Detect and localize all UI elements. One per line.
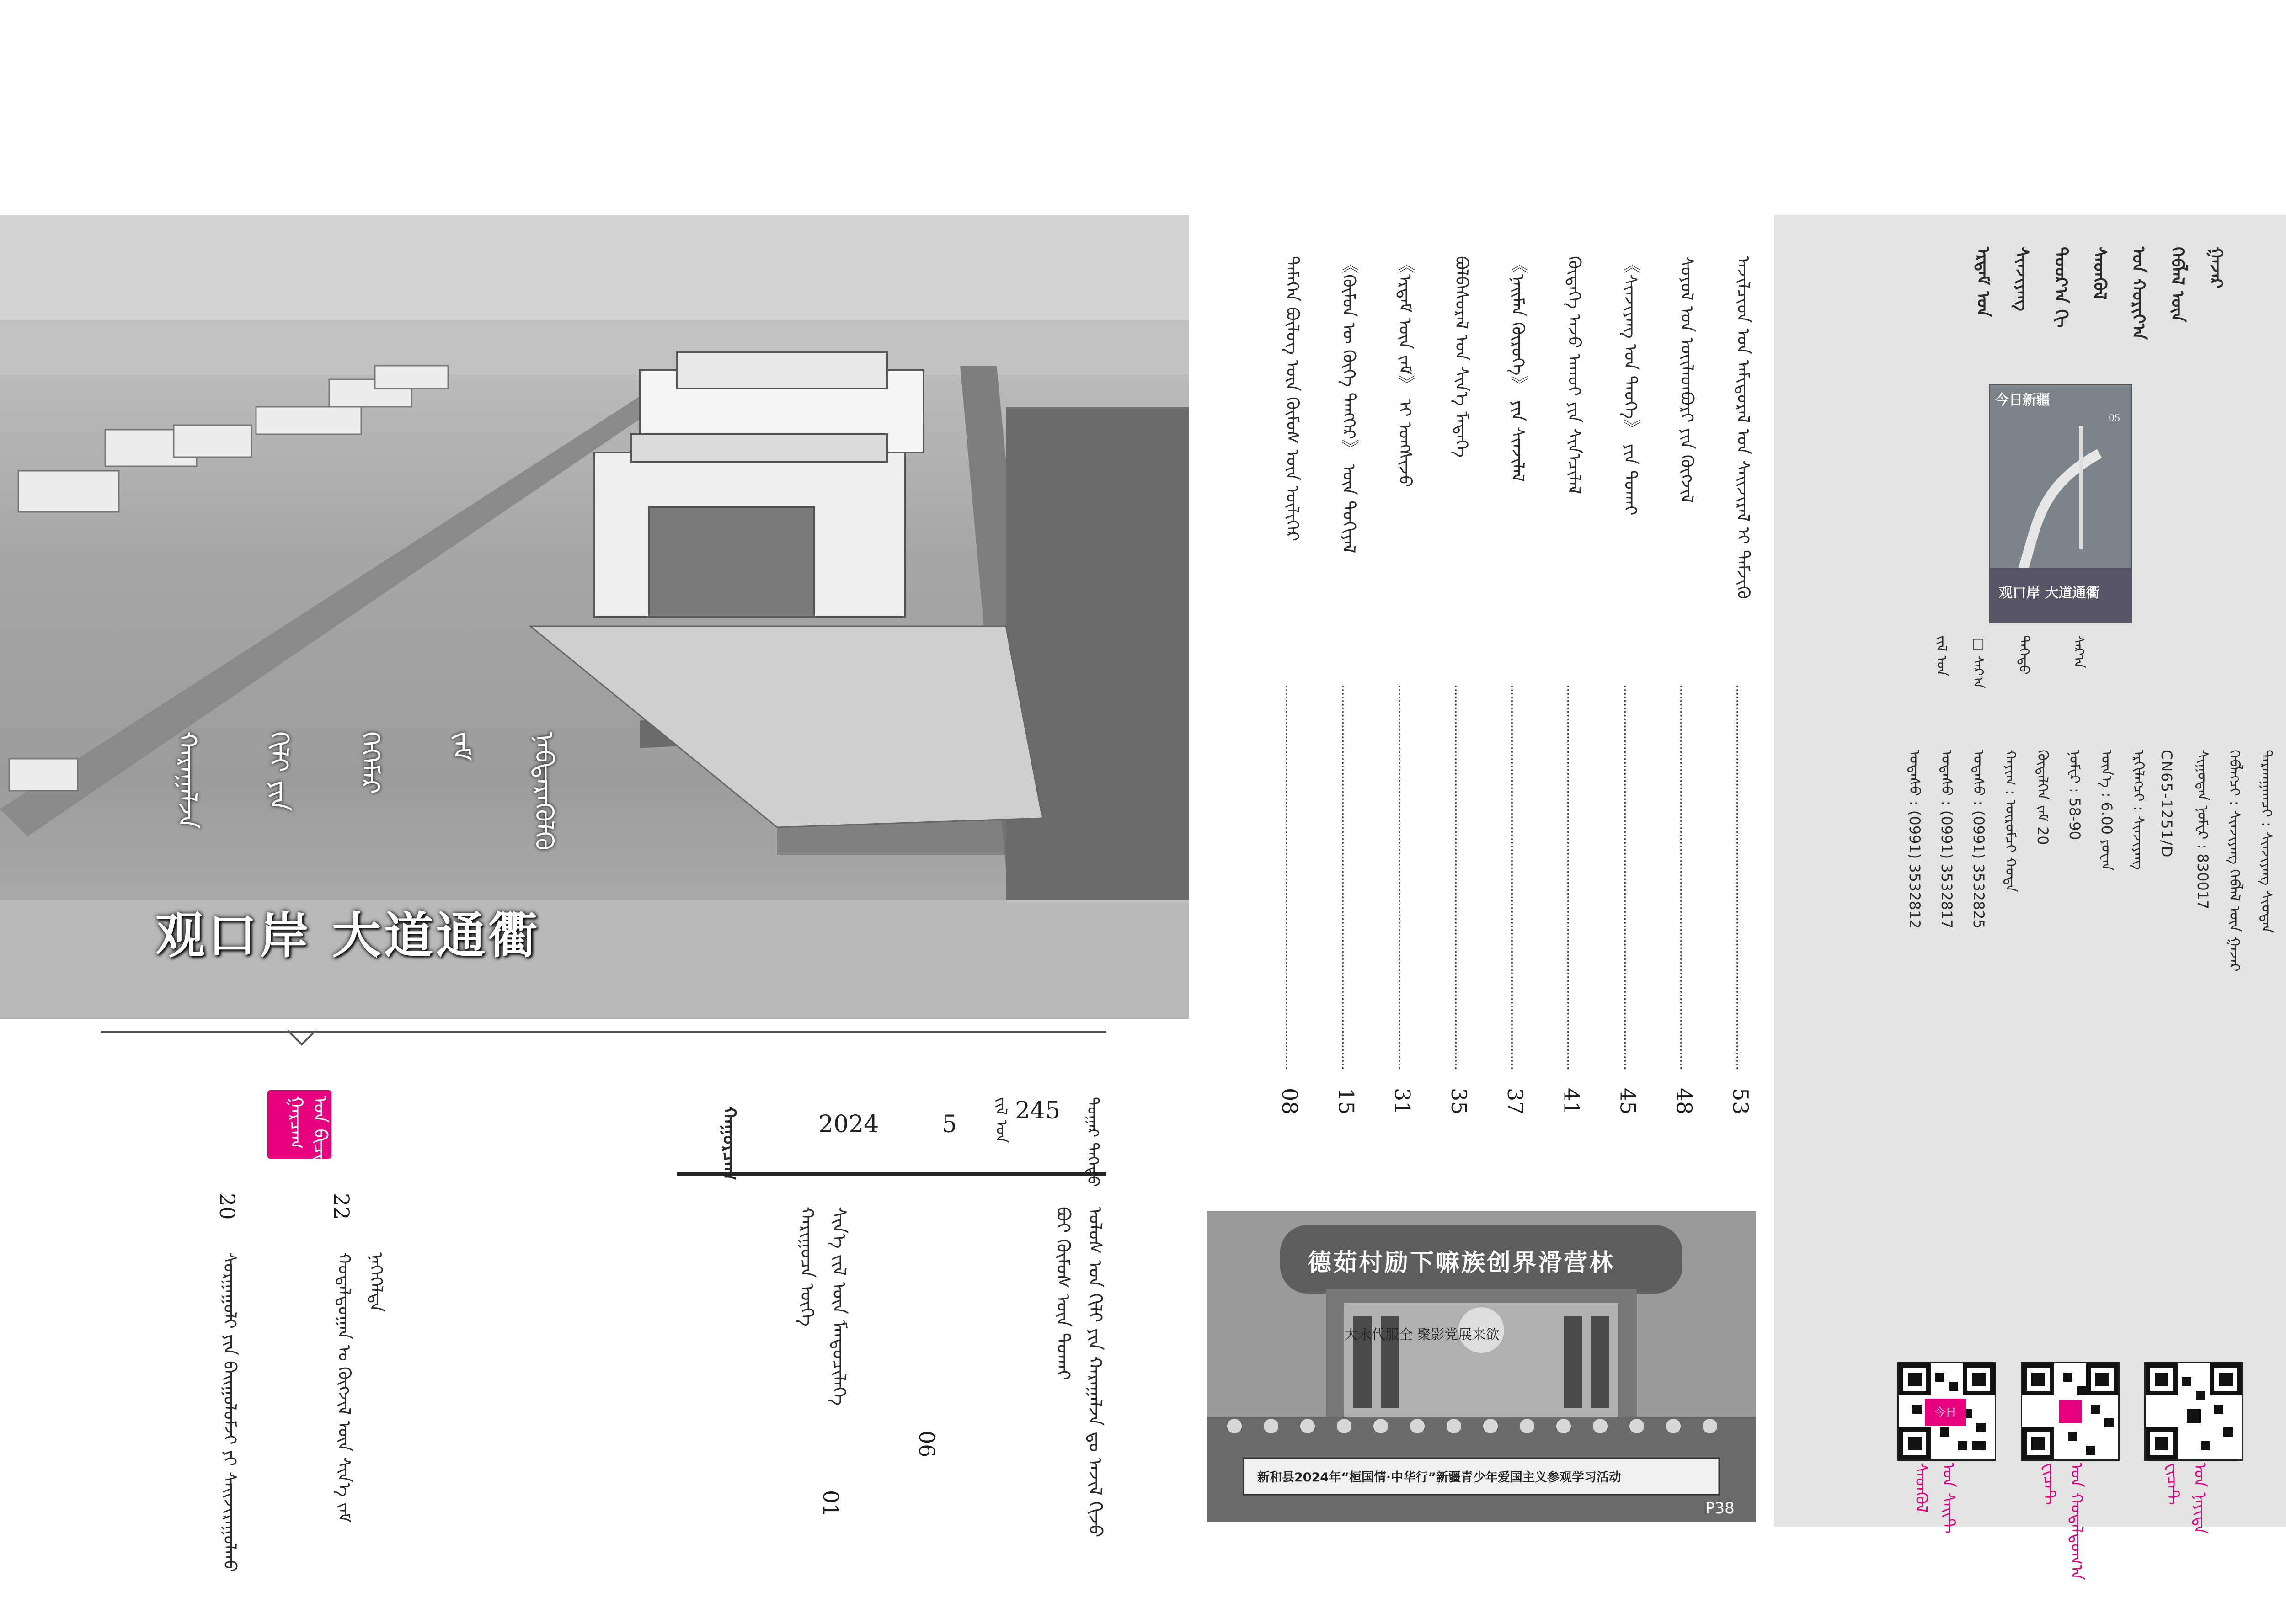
toc-leader-dots	[1342, 686, 1344, 1070]
magazine-cover-thumbnail[interactable]	[1989, 384, 2132, 623]
qr-code[interactable]	[2144, 1362, 2243, 1461]
toc-entry-line[interactable]: ᠪᠤᠢ ᠬᠦᠮᠦᠰ ᠦᠨ ᠲᠤᠬᠠᠢ	[1052, 1207, 1074, 1380]
thumb-side-text: ᠵᠢᠯ ᠤᠨ	[1933, 635, 1950, 676]
toc-page-number[interactable]: 45	[1615, 1088, 1640, 1115]
cover-mongolian-title-col-2: ᠬᠢᠯᠢ ᠶᠢᠨ	[264, 731, 294, 811]
publication-detail-line: ᠬᠡᠪᠯᠡᠭᠴᠢ : ᠰᠢᠨᠵᠢᠶᠠᠩ ᠬᠡᠪᠯᠡᠯ ᠦᠨ ᠭᠠᠵᠠᠷ	[2226, 750, 2243, 972]
issue-rule	[677, 1172, 1106, 1176]
toc-page-number[interactable]: 01	[818, 1490, 843, 1517]
qr-pattern-icon	[2022, 1363, 2118, 1459]
qr-label: ᠸᠢᠴᠠᠲ	[2163, 1463, 2182, 1505]
toc-leader-dots	[1511, 686, 1513, 1070]
qr-label: ᠸᠢᠴᠠᠲ	[2040, 1463, 2058, 1505]
qr-label: ᠰᠡᠳᠬᠦᠯ	[1912, 1463, 1930, 1513]
event-photo	[1207, 1211, 1756, 1522]
section-divider	[101, 1031, 1106, 1033]
toc-leader-dots	[1567, 686, 1569, 1070]
qr-code[interactable]	[2021, 1362, 2120, 1461]
toc-leader-dots	[1680, 686, 1682, 1070]
toc-entry-line[interactable]: ᠰᠢᠨ᠎ᠡ ᠵᠢᠯ ᠦᠨ ᠮᠡᠨᠳᠦᠴᠢᠯᠡᠭᠡ	[828, 1207, 849, 1406]
cover-mongolian-title-col-5: ᠨᠡᠪᠲᠡᠷᠡᠭᠦᠯᠬᠦ	[529, 731, 559, 851]
masthead-column: ᠬᠡᠪᠯᠡᠯ ᠦᠨ	[2168, 247, 2188, 322]
toc-leader-dots	[1286, 686, 1287, 1070]
thumb-caption: 观口岸 大道通衢	[1999, 585, 2100, 601]
toc-entry-line[interactable]: ᠤᠯᠤᠰ ᠤᠨ ᠬᠢᠯᠢ ᠶᠢᠨ ᠬᠠᠷᠠᠭᠠᠯᠵᠠ ᠳᠤ ᠠᠵᠢᠯ ᠬᠢᠵᠦ	[1084, 1207, 1106, 1538]
masthead-column: ᠰᠡᠳᠬᠦᠯ	[2090, 247, 2110, 300]
publication-detail-line: ᠡᠷᠬᠢᠯᠡᠭᠴᠢ : ᠰᠢᠨᠵᠢᠶᠠᠩ	[2130, 750, 2147, 870]
event-banner-top: 德茹村励下嘛族创界滑营林	[1308, 1249, 1615, 1277]
cover-title: 观口岸 大道通衢	[155, 907, 540, 964]
qr-logo: 今日	[1925, 1399, 1966, 1426]
event-banner-bottom: 新和县2024年“桓国情·中华行”新疆青少年爱国主义参观学习活动	[1257, 1470, 1621, 1485]
thumb-side-text: ᠳᠡᠭᠡᠲᠦ	[2016, 635, 2032, 675]
toc-page-number[interactable]: 31	[1390, 1088, 1415, 1115]
publication-detail-line: ᠬᠥᠳᠡᠯᠭᠡᠨ ᠵᠠᠮ 20	[2034, 750, 2051, 845]
toc-page-number[interactable]: 48	[1672, 1088, 1697, 1115]
event-page-ref: P38	[1705, 1499, 1735, 1518]
qr-label: ᠤᠨ ᠬᠤᠳᠠᠯᠳᠤᠭ᠎ᠠ	[2067, 1463, 2086, 1580]
toc-entry-line[interactable]: 《ᠬᠦᠮᠦᠨ ᠦ ᠬᠥᠬᠡ ᠲᠡᠩᠭᠡᠷ》 ᠦᠨ ᠲᠣᠬᠢᠶᠠᠯ	[1339, 256, 1359, 554]
divider-notch-icon	[288, 1024, 315, 1051]
toc-page-number[interactable]: 41	[1559, 1088, 1584, 1115]
thumb-box-label: □ ᠰᠠᠷ᠎ᠠ	[1970, 635, 1986, 689]
publication-detail-line: CN65-1251/D	[2158, 750, 2175, 858]
cover-mongolian-title-col-4: ᠵᠠᠮ	[447, 731, 476, 761]
issue-total: 245	[1015, 1097, 1061, 1124]
toc-page-number[interactable]: 06	[914, 1431, 939, 1458]
toc-entry-line[interactable]: ᠰᠤᠷᠭᠠᠭᠤᠯᠢ ᠶᠢᠨ ᠪᠠᠢᠭᠤᠯᠤᠮᠵᠢ ᠶᠢ ᠰᠠᠢᠵᠢᠷᠠᠭᠤᠯᠬᠤ	[220, 1252, 240, 1572]
column-badge	[267, 1090, 331, 1174]
toc-page-number[interactable]: 35	[1446, 1088, 1471, 1115]
publication-detail-line: ᠤᠲᠠᠰᠤ : (0991) 3532825	[1970, 750, 1987, 929]
event-banner-mid: 大永代服全 聚影党展来欲	[1344, 1327, 1500, 1343]
cover-mongolian-title-col-1: ᠬᠠᠷᠠᠭᠠᠯᠵᠠ	[172, 731, 202, 829]
issue-year: 2024	[818, 1111, 879, 1138]
masthead-column: ᠭᠠᠵᠠᠷ	[2206, 247, 2227, 288]
toc-page-number[interactable]: 08	[1277, 1088, 1302, 1115]
toc-page-number[interactable]: 37	[1503, 1088, 1528, 1115]
toc-entry-line[interactable]: 《ᠨᠠᠢᠮᠠᠨ ᠬᠥᠷᠥᠭᠡ》 ᠶᠢᠨ ᠰᠢᠨᠵᠢᠯᠡᠯ	[1508, 256, 1528, 482]
toc-leader-dots	[1399, 686, 1400, 1070]
toc-page-number[interactable]: 20	[215, 1193, 240, 1220]
thumb-side-text: ᠰᠠᠷ᠎ᠠ	[2071, 635, 2087, 668]
toc-entry-line[interactable]: ᠠᠵᠢᠯᠴᠢᠳ ᠤᠨ ᠠᠮᠢᠳᠤᠷᠠᠯ ᠤᠨ ᠰᠠᠢᠵᠢᠷᠠᠯ ᠢ ᠳᠡᠮᠵᠢᠬᠦ	[1733, 256, 1753, 599]
toc-entry-line[interactable]: ᠬᠥᠳᠡᠭᠡ ᠠᠵᠤ ᠠᠬᠤᠢ ᠶᠢᠨ ᠰᠢᠨ᠎ᠡᠴᠢᠯᠡᠯ	[1564, 256, 1585, 495]
issue-number: 5	[942, 1111, 957, 1138]
publication-detail-line: ᠲᠠᠷᠬᠠᠭᠠᠭᠴᠢ : ᠰᠢᠨᠵᠢᠶᠠᠩ ᠰᠢᠤᠳᠠᠨ	[2258, 750, 2275, 933]
toc-page-number[interactable]: 22	[329, 1193, 354, 1220]
masthead-column: ᠰᠢᠨᠵᠢᠶᠠᠩ	[2012, 247, 2032, 311]
masthead-column: ᠤᠨ ᠬᠣᠷᠢᠶ᠎ᠠ	[2129, 247, 2149, 340]
issue-mongolian-label: ᠬᠠᠭᠤᠷᠴᠠᠭ	[719, 1106, 740, 1181]
issue-mongolian-label: ᠵᠢᠯ ᠤᠨ	[992, 1097, 1010, 1144]
toc-page-number[interactable]: 53	[1728, 1088, 1753, 1115]
column-badge-text-1: ᠭᠠᠷᠴᠠᠭ	[286, 1096, 307, 1149]
masthead-column: ᠳᠣᠤᠷ᠎ᠠ ᠬᠢ	[2051, 247, 2071, 328]
column-badge-text-2: ᠤᠨ ᠪᠢᠴᠢᠭ	[310, 1096, 331, 1174]
publication-detail-line: ᠰᠢᠭᠤᠳᠠᠨ ᠨᠣᠮᠧᠷ : 830017	[2194, 750, 2211, 910]
toc-leader-dots	[1624, 686, 1626, 1070]
cover-mongolian-title-col-3: ᠬᠡᠭᠡᠮᠡᠷ	[355, 731, 385, 794]
publication-detail-line: ᠤᠲᠠᠰᠤ : (0991) 3532817	[1938, 750, 1955, 929]
toc-leader-dots	[1455, 686, 1457, 1070]
toc-entry-line[interactable]: 《ᠡᠷᠳᠡᠮ ᠦᠨ ᠵᠠᠮ》 ᠢ ᠤᠩᠰᠢᠵᠤ	[1395, 256, 1415, 488]
publication-detail-line: ᠨᠣᠮᠧᠷ : 58-90	[2066, 750, 2083, 840]
toc-entry-line[interactable]: 《ᠰᠢᠨᠵᠢᠶᠠᠩ ᠤᠨ ᠲᠡᠦᠬᠡ》 ᠶᠢᠨ ᠲᠤᠬᠠᠢ	[1620, 256, 1641, 516]
issue-mongolian-label: ᠳᠤᠭᠠᠷ ᠳᠡᠭᠡᠲᠦ	[1084, 1097, 1102, 1187]
publication-detail-line: ᠦᠨ᠎ᠡ : 6.00 ᠶᠤᠸᠠᠨ	[2098, 750, 2115, 871]
thumb-issue: 05	[2109, 412, 2120, 423]
toc-entry-line[interactable]: ᠲᠡᠮᠡᠭᠡᠨ ᠪᠦᠯᠦᠭ ᠦᠨ ᠬᠦᠮᠦᠰ ᠦᠨ ᠦᠯᠢᠭᠡᠷ	[1282, 256, 1303, 542]
qr-label: ᠤᠨ ᠨᠡᠶᠢᠲᠡ	[2190, 1463, 2209, 1534]
toc-leader-dots	[1736, 686, 1738, 1070]
toc-page-number[interactable]: 15	[1334, 1088, 1359, 1115]
thumb-title: 今日新疆	[1995, 392, 2050, 408]
toc-entry-line[interactable]: ᠬᠠᠷᠢᠭᠤᠴᠠ ᠦᠭᠡ	[796, 1207, 817, 1326]
qr-label: ᠤᠨ ᠰᠠᠢᠲ	[1939, 1463, 1958, 1533]
qr-pattern-icon	[2146, 1363, 2242, 1459]
toc-entry-line[interactable]: ᠨᠡᠭᠡᠭᠡᠯᠲᠡ	[366, 1252, 386, 1312]
publication-detail-line: ᠤᠲᠠᠰᠤ : (0991) 3532812	[1906, 750, 1923, 929]
publication-detail-line: ᠬᠠᠶᠢᠭ : ᠦᠷᠦᠮᠴᠢ ᠬᠣᠲᠠ	[2002, 750, 2019, 893]
toc-entry-line[interactable]: ᠬᠣᠳᠠᠯᠳᠤᠭᠠᠨ ᠤ ᠬᠥᠭᠵᠢᠯ ᠦᠨ ᠰᠢᠨ᠎ᠡ ᠵᠠᠮ	[334, 1252, 354, 1523]
toc-entry-line[interactable]: ᠰᠣᠶᠣᠯ ᠤᠨ ᠦᠢᠯᠡᠳᠪᠦᠷᠢ ᠶᠢᠨ ᠬᠥᠭᠵᠢᠯ	[1677, 256, 1697, 503]
toc-entry-line[interactable]: ᠪᠣᠯᠪᠠᠰᠤᠷᠠᠯ ᠤᠨ ᠰᠢᠨ᠎ᠡ ᠮᠡᠳᠡᠭᠡ	[1451, 256, 1472, 458]
masthead-column: ᠡᠷᠳᠡᠮ ᠤᠨ	[1973, 247, 1993, 317]
